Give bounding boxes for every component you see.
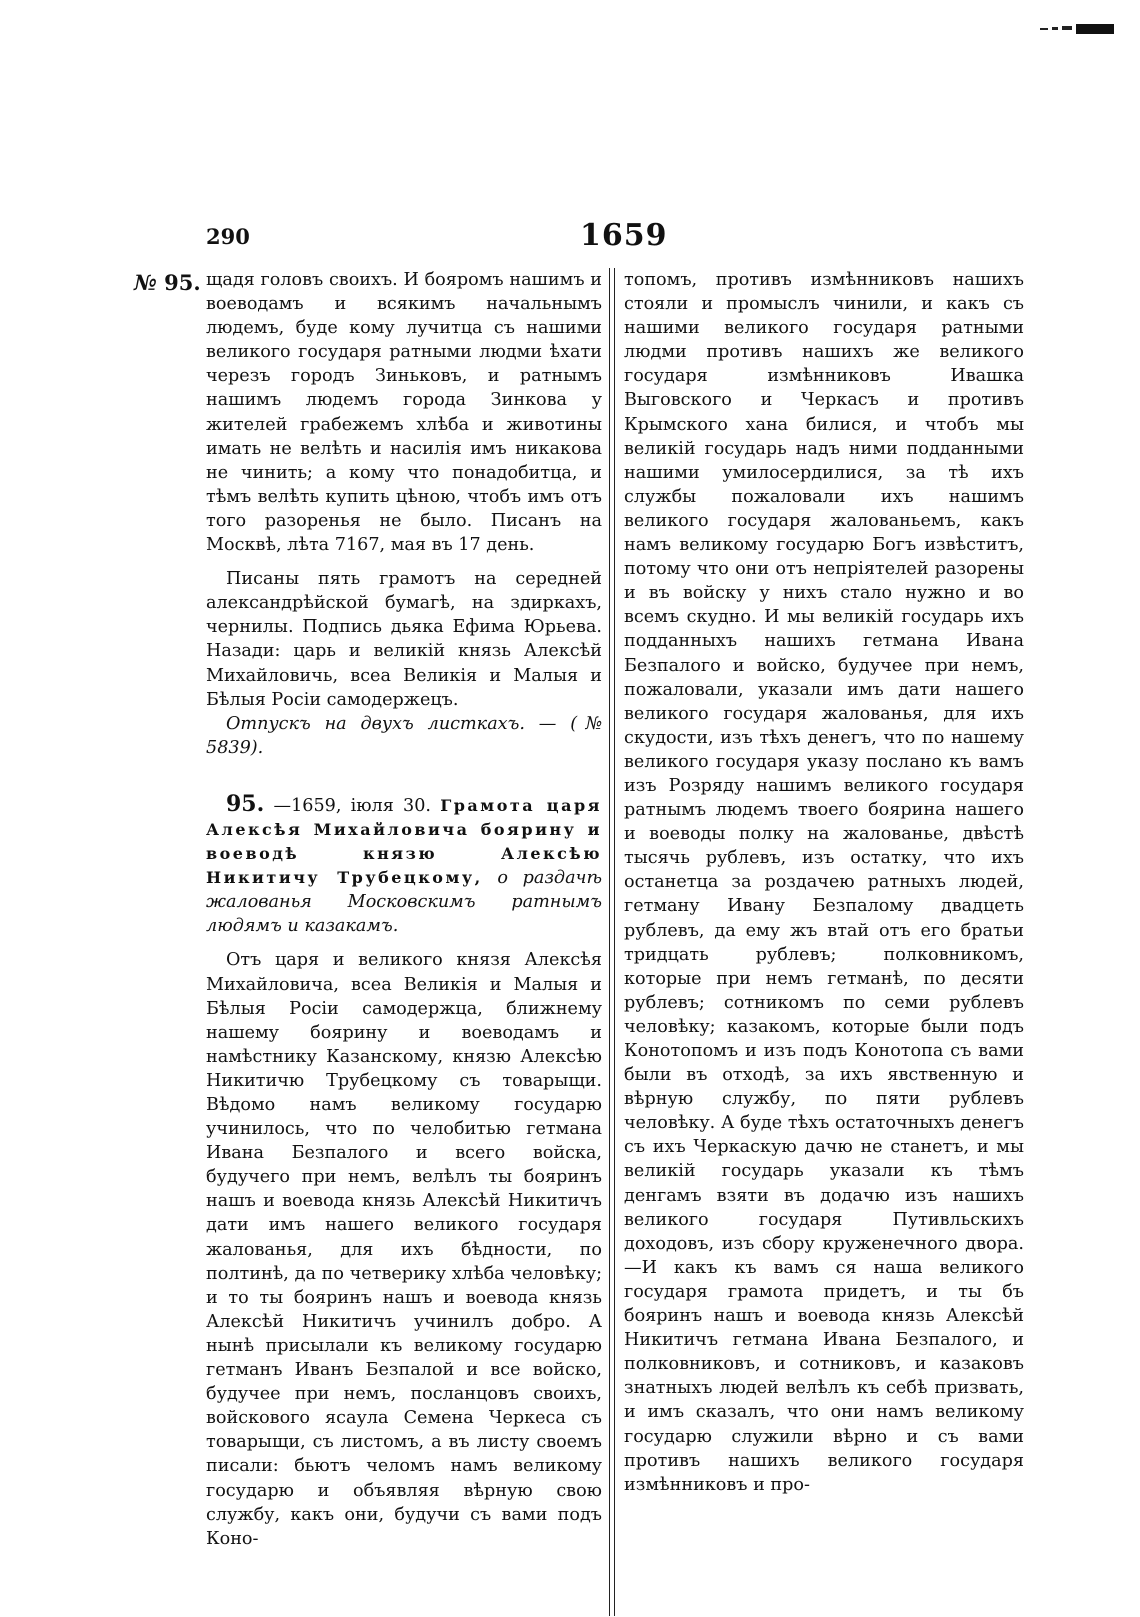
right-column-text: топомъ, противъ измѣнниковъ нашихъ стояли и промыслъ чинили, и какъ съ нашими великого государя ратными людми противъ нашихъ же великого государя измѣнниковъ Ивашка Выговского и Черкасъ и противъ Крымского хана билися, и чтобъ мы великій государь надъ ними подданными нашими умилосердилися, за тѣ ихъ службы пожаловали ихъ нашимъ великого государя жалованьемъ, какъ намъ великому государю Богъ извѣститъ, потому что они отъ непріятелей разорены и въ войску у нихъ стало нужно и во всемъ скудно. И мы великій государь ихъ подданныхъ нашихъ гетмана Ивана Безпалого и войско, будучее при немъ, пожаловали, указали имъ дати нашего великого государя жалованья, для ихъ скудости, изъ тѣхъ денегъ, что по нашему великого государя указу послано къ вамъ изъ Розряду нашимъ великого государя ратнымъ людемъ твоего боярина нашего и воеводы полку на жалованье, двѣстѣ тысячь рублевъ, изъ остатку, что ихъ останетца за роздачею ратныхъ людей, гетману Ивану Безпалому двадцеть рублевъ, да ему жъ втай отъ его братьи тридцать рублевъ; полковникомъ, которые при немъ гетманѣ, по десяти рублевъ; сотникомъ по семи рублевъ человѣку; казакомъ, которые были подъ Конотопомъ и изъ подъ Конотопа съ вами были въ отходѣ, за ихъ явственную и вѣрную службу, по пяти рублевъ человѣку. А буде тѣхъ остаточныхъ денегъ съ ихъ Черкаскую дачю не станетъ, и мы великій государь указали къ тѣмъ денгамъ взяти въ додачю изъ нашихъ великого государя Путивльскихъ доходовъ, изъ сбору круженечного двора.—И какъ къ вамъ ся наша великого государя грамота придетъ, и ты бъ бояринъ нашъ и воевода князь Алексѣй Никитичъ гетмана Ивана Безпалого, и полковниковъ, и сотниковъ, и казаковъ знатныхъ людей велѣлъ къ себѣ призвать, и имъ сказалъ, что они намъ великому государю служили вѣрно и съ вами противъ нашихъ великого государя измѣнниковъ и про- <box>624 270 1024 1495</box>
document-heading <box>206 792 602 939</box>
left-column <box>206 268 602 1551</box>
document-marker <box>134 270 201 295</box>
column-divider <box>609 268 615 1616</box>
archive-note: Отпускъ на двухъ листкахъ. — (№ 5839). <box>206 713 602 758</box>
document-date: —1659, іюля 30. <box>273 795 431 816</box>
document-description: Писаны пять грамотъ на середней александрѣйской бумагѣ, на здиркахъ, чернилы. Подпись дьяка Ефима Юрьева. Назади: царь и великій князь Алексѣй Михайловичь, всеа Великія и Малыя и Бѣлыя Росіи самодержецъ. <box>206 569 602 710</box>
document-body: Отъ царя и великого князя Алексѣя Михайловича, всеа Великія и Малыя и Бѣлыя Росіи самодержца, ближнему нашему боярину и воеводамъ и намѣстнику Казанскому, князю Алексѣю Никитичю Трубецкому съ товарыщи. Вѣдомо намъ великому государю учинилось, что по челобитью гетмана Ивана Безпалого и всего войска, будучего при немъ, велѣлъ ты бояринъ нашъ и воевода князь Алексѣй Никитичъ дати имъ нашего великого государя жалованья, для ихъ бѣдности, по полтинѣ, да по четверику хлѣба человѣку; и то ты бояринъ нашъ и воевода князь Алексѣй Никитичъ учинилъ добро. А нынѣ присылали къ великому государю гетманъ Иванъ Безпалой и все войско, будучее при немъ, посланцовъ своихъ, войскового ясаула Семена Черкеса съ товарыщи, съ листомъ, а въ листу своемъ писали: бьютъ челомъ намъ великому государю и объявляя вѣрную свою службу, какъ они, будучи съ вами подъ Коно- <box>206 950 602 1549</box>
year-header: 1659 <box>580 218 668 253</box>
continued-text: щадя головъ своихъ. И бояромъ нашимъ и воеводамъ и всякимъ начальнымъ людемъ, буде кому лучитца съ нашими великого государя ратными людми ѣхати черезъ городъ Зиньковъ, и ратнымъ нашимъ людемъ города Зинкова у жителей грабежемъ хлѣба и животины имать не велѣть и насилія имъ никакова не чинить; а кому что понадобитца, и тѣмъ велѣть купить цѣною, чтобъ имъ отъ того разоренья не было. Писанъ на Москвѣ, лѣта 7167, мая въ 17 день. <box>206 270 602 556</box>
document-title: Грамота царя Алексѣя Михайловича боярину и воеводѣ князю Алексѣю Никитичу Трубецкому, <box>206 795 602 888</box>
document-number: 95. <box>226 790 265 817</box>
scan-artifact-icon <box>1040 20 1116 36</box>
right-column <box>624 268 1024 1497</box>
page-number: 290 <box>206 224 250 249</box>
document-marker-number: 95. <box>164 270 201 295</box>
number-sign: № <box>134 270 157 295</box>
document-summary: о раздачѣ жалованья Московскимъ ратнымъ людямъ и казакамъ. <box>206 868 603 937</box>
